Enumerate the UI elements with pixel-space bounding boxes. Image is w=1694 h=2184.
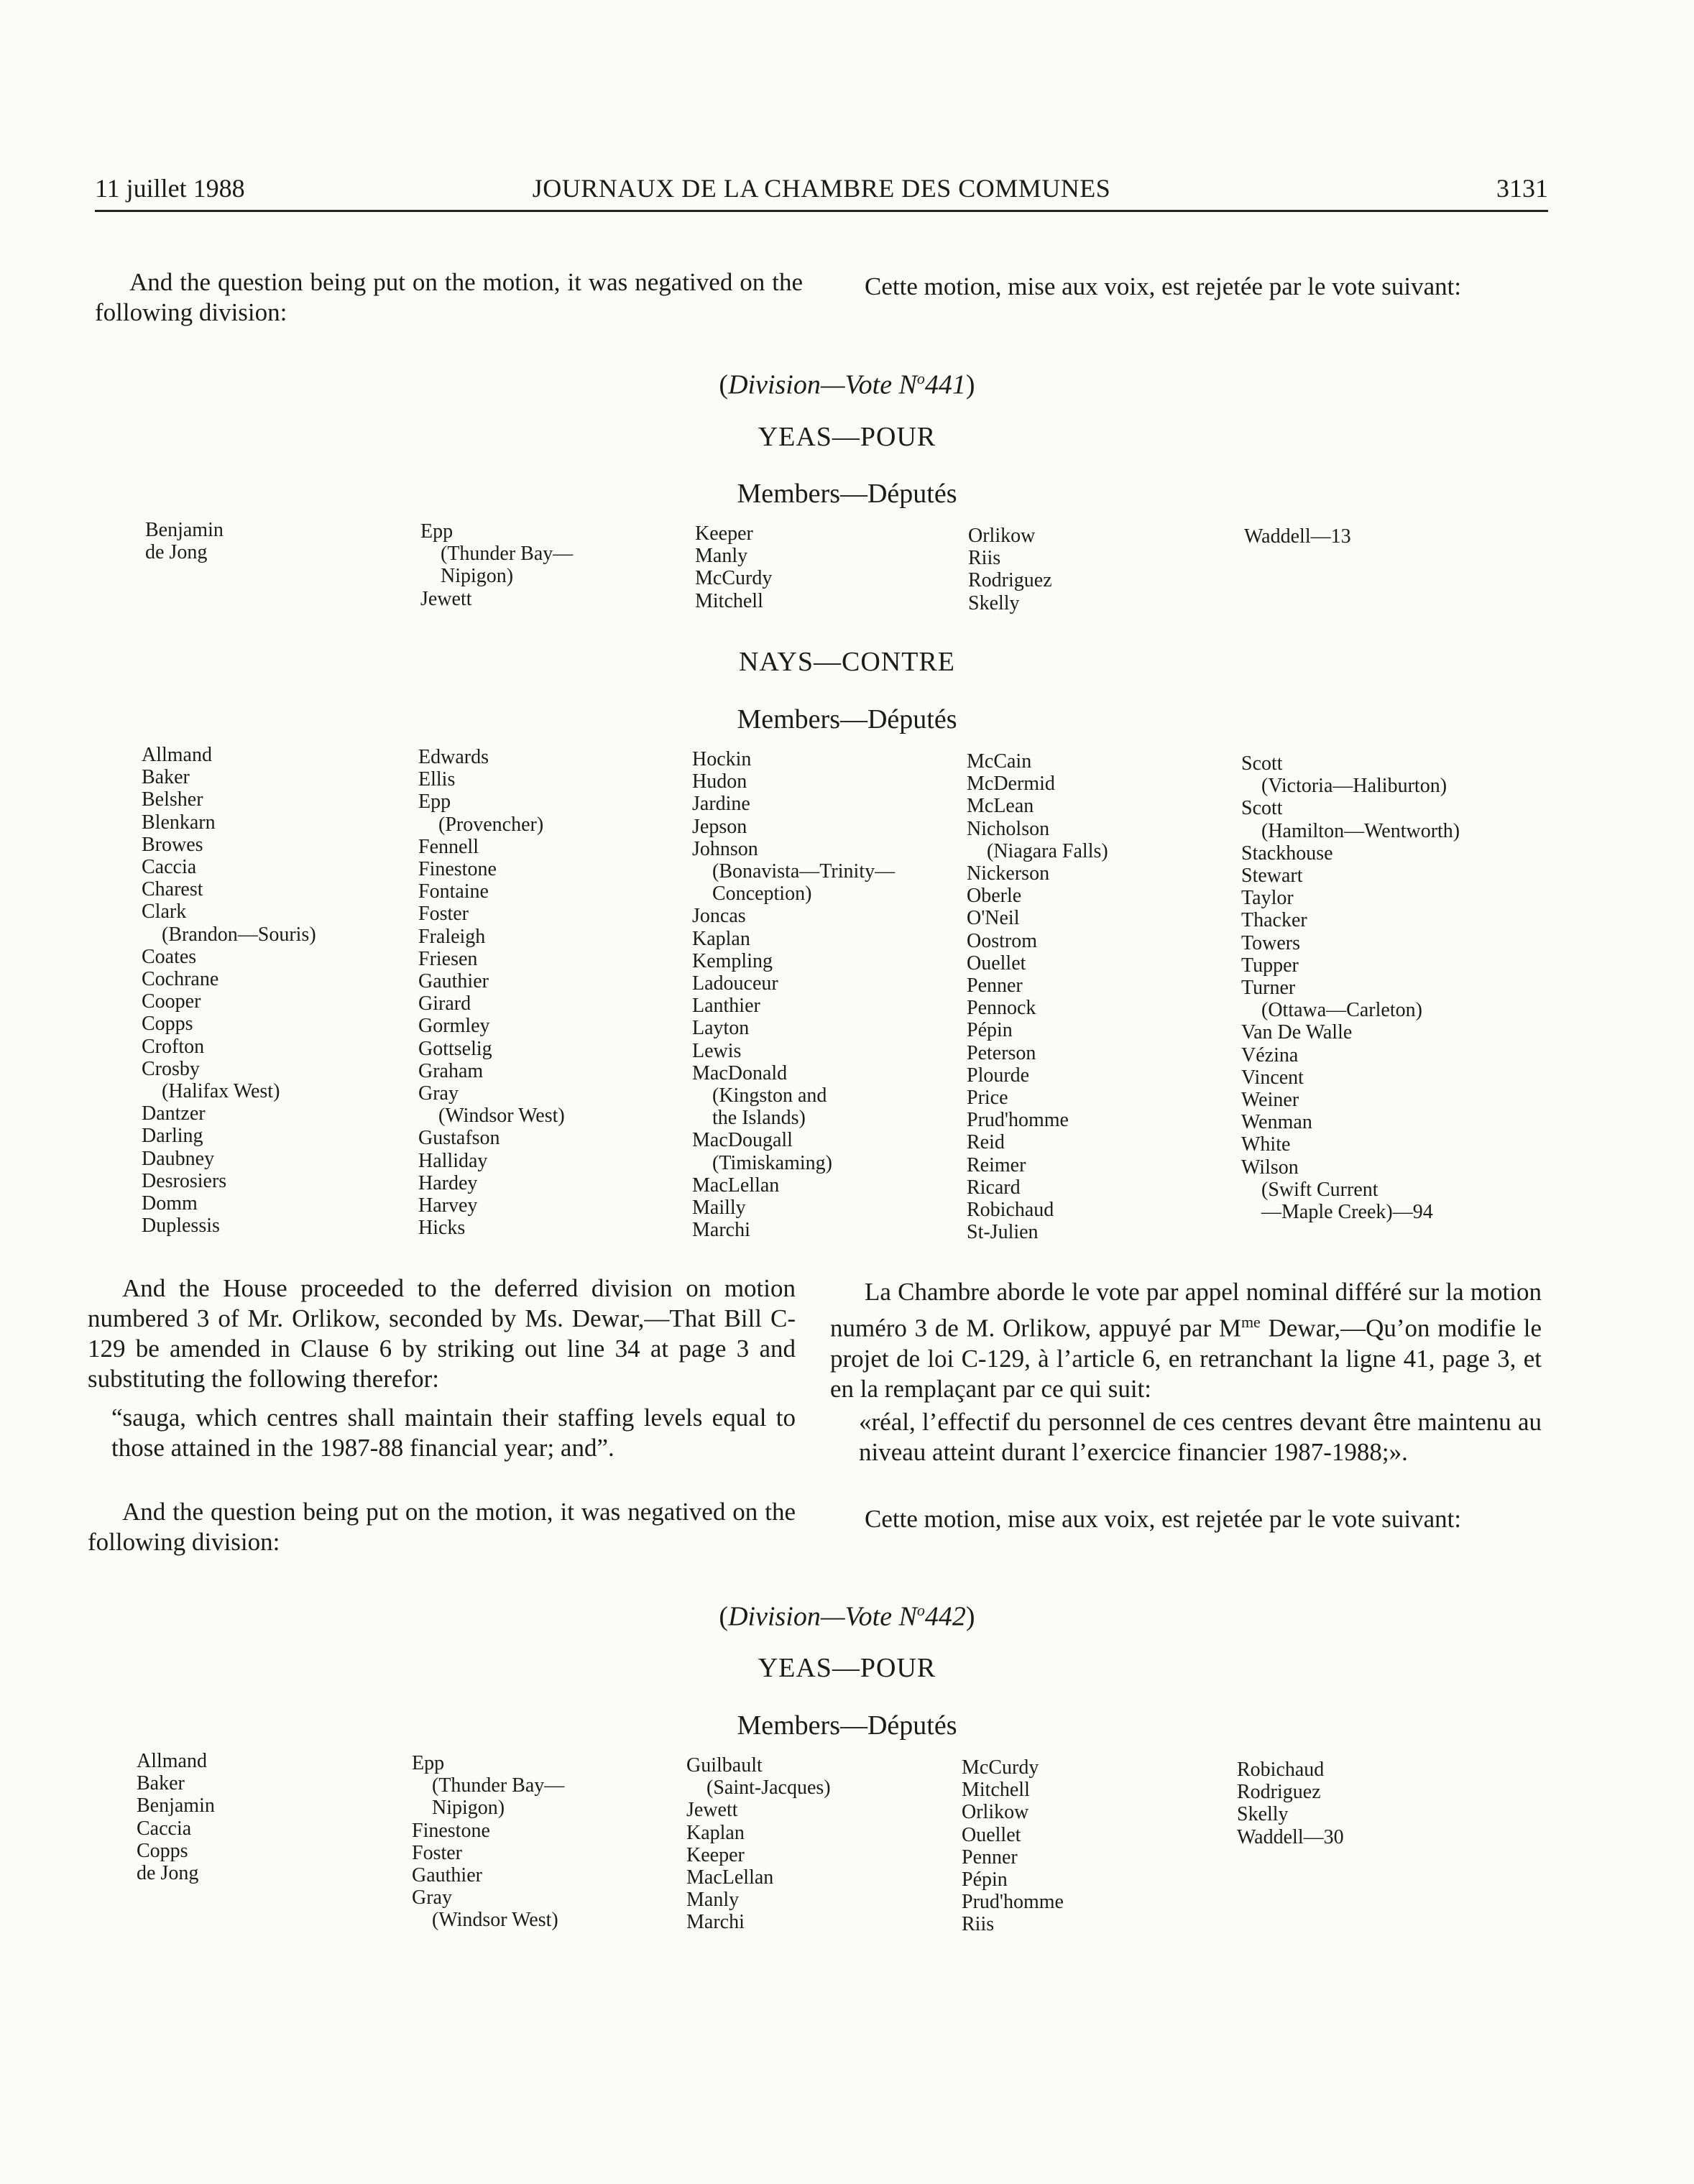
member-name: Riis <box>962 1913 995 1936</box>
member-name: McCain <box>967 750 1032 773</box>
division-441-yeas-column <box>1244 525 1351 548</box>
member-name: Orlikow <box>962 1801 1029 1824</box>
division-title-number: 442 <box>924 1601 966 1632</box>
member-name: Browes <box>142 833 203 856</box>
member-name: Daubney <box>142 1147 215 1170</box>
member-name: Guilbault <box>686 1754 763 1777</box>
member-name: Reimer <box>967 1153 1026 1176</box>
member-riding: —Maple Creek)—94 <box>1261 1201 1433 1224</box>
member-name: Ladouceur <box>692 972 778 995</box>
member-name: Wenman <box>1241 1111 1312 1134</box>
member-riding: Nipigon) <box>432 1797 505 1820</box>
member-name: Copps <box>142 1013 193 1036</box>
block2-french-superscript: me <box>1240 1313 1261 1331</box>
member-name: Gauthier <box>412 1864 482 1887</box>
member-name: Vincent <box>1241 1066 1304 1089</box>
member-name: Blenkarn <box>142 811 216 834</box>
block2-english-quote: “sauga, which centres shall maintain their staffing levels equal to those attained in the 1987-88 financial year; and”. <box>111 1404 796 1462</box>
member-name: Halliday <box>418 1149 488 1172</box>
member-name: Scott <box>1241 752 1283 775</box>
member-name: Gottselig <box>418 1037 492 1060</box>
member-name: Foster <box>412 1841 462 1864</box>
division-title-prefix: Division—Vote N <box>728 369 917 400</box>
member-name: Jepson <box>692 815 747 838</box>
member-name: de Jong <box>137 1862 199 1885</box>
member-name: Prud'homme <box>967 1109 1069 1132</box>
member-name: Towers <box>1241 931 1301 954</box>
member-riding: the Islands) <box>712 1107 806 1130</box>
member-name: Allmand <box>137 1750 207 1772</box>
division-441-nays-column <box>418 746 565 1239</box>
member-name: Turner <box>1241 977 1296 1000</box>
division-441-nays-column <box>692 748 895 1241</box>
member-name: Marchi <box>686 1911 745 1934</box>
member-name: Jewett <box>420 587 472 610</box>
member-name: Prud'homme <box>962 1891 1064 1914</box>
member-name: Jewett <box>686 1799 738 1822</box>
member-name: Gauthier <box>418 970 489 993</box>
member-name: Fraleigh <box>418 925 486 948</box>
member-name: Epp <box>418 791 451 814</box>
member-name: de Jong <box>145 541 208 564</box>
member-name: Duplessis <box>142 1215 220 1238</box>
division-title-number: 441 <box>924 369 966 400</box>
member-name: Oostrom <box>967 929 1037 952</box>
header-page-number: 3131 <box>1496 174 1548 203</box>
member-riding: (Bonavista—Trinity— <box>712 860 896 883</box>
member-name: Wilson <box>1241 1156 1299 1179</box>
member-riding: (Timiskaming) <box>712 1151 832 1174</box>
member-name: Weiner <box>1241 1089 1299 1112</box>
division-441-yeas-members-heading: Members—Députés <box>737 479 957 509</box>
member-name: Hicks <box>418 1217 466 1240</box>
member-riding: (Brandon—Souris) <box>162 923 316 946</box>
division-441-title: (Division—Vote $N^o441$) <box>719 369 975 400</box>
member-riding: (Victoria—Haliburton) <box>1261 775 1447 798</box>
member-name: Desrosiers <box>142 1169 227 1192</box>
division-title-sup: o <box>916 1601 925 1619</box>
member-name: Kaplan <box>686 1821 745 1844</box>
member-name: Clark <box>142 900 187 923</box>
member-name: Domm <box>142 1192 198 1215</box>
member-name: Johnson <box>692 837 758 860</box>
member-name: Stewart <box>1241 865 1303 888</box>
block2-french-paragraph <box>830 1277 1542 1404</box>
member-name: Nickerson <box>967 862 1050 885</box>
member-name: Reid <box>967 1131 1005 1154</box>
member-name: Gustafson <box>418 1127 500 1150</box>
member-riding: (Kingston and <box>712 1084 827 1107</box>
member-name: Kaplan <box>692 927 750 950</box>
member-name: McCurdy <box>695 567 773 590</box>
division-441-nays-column <box>967 750 1108 1243</box>
member-riding: (Hamilton—Wentworth) <box>1261 819 1460 842</box>
header-journal-title: JOURNAUX DE LA CHAMBRE DES COMMUNES <box>532 174 1111 203</box>
member-name: Penner <box>967 974 1023 997</box>
member-name: Rodriguez <box>1237 1781 1321 1804</box>
member-riding: (Provencher) <box>438 813 544 836</box>
member-name: Belsher <box>142 788 203 811</box>
block2-english-paragraph: And the House proceeded to the deferred division on motion numbered 3 of Mr. Orlikow, seconded by Ms. Dewar,—That Bill C-129 be amended in Clause 6 by striking out line 34 at page 3 and substituting the following therefor: <box>88 1274 796 1393</box>
member-name: Hardey <box>418 1171 478 1194</box>
division-441-nays-column <box>142 744 316 1237</box>
member-name: Keeper <box>686 1843 745 1866</box>
member-name: Mailly <box>692 1197 746 1220</box>
division-442-yeas-column <box>1237 1759 1344 1848</box>
member-name: White <box>1241 1133 1291 1156</box>
division-441-nays-members-heading: Members—Députés <box>737 704 957 734</box>
member-riding: (Windsor West) <box>438 1105 565 1128</box>
member-name: Caccia <box>137 1817 192 1840</box>
member-riding: (Halifax West) <box>162 1080 280 1103</box>
member-name: MacLellan <box>692 1174 780 1197</box>
member-name: Marchi <box>692 1219 750 1242</box>
member-name: Dantzer <box>142 1102 206 1125</box>
member-name: Crosby <box>142 1057 200 1080</box>
division-441-yeas-heading: YEAS—POUR <box>758 422 936 452</box>
division-442-yeas-column <box>686 1754 831 1934</box>
division-442-yeas-members-heading: Members—Députés <box>737 1710 957 1741</box>
block2-english-vote-paragraph: And the question being put on the motion, it was negatived on the following division: <box>88 1498 796 1556</box>
member-name: Finestone <box>418 858 497 881</box>
member-name: Copps <box>137 1839 188 1862</box>
member-riding: (Windsor West) <box>432 1909 558 1932</box>
division-442-yeas-heading: YEAS—POUR <box>758 1653 936 1683</box>
member-name: Caccia <box>142 856 197 879</box>
member-name: Robichaud <box>1237 1759 1325 1781</box>
member-riding: Nipigon) <box>441 565 514 588</box>
division-441-yeas-column <box>695 522 772 612</box>
member-riding: (Ottawa—Carleton) <box>1261 999 1422 1022</box>
block2-french-text-part2: Dewar,—Qu’on modifie le projet de loi C-129, à l’article 6, en retranchant la ligne 41, page 3, et en la remplaçant par ce qui suit: <box>830 1314 1542 1403</box>
division-title-prefix: Division—Vote N <box>728 1601 917 1632</box>
member-name: Graham <box>418 1059 484 1082</box>
member-name: Keeper <box>695 522 753 545</box>
member-name: Manly <box>695 545 748 568</box>
member-riding: (Saint-Jacques) <box>706 1777 831 1800</box>
member-name: Girard <box>418 992 471 1015</box>
block2-french-vote-paragraph: Cette motion, mise aux voix, est rejetée par le vote suivant: <box>865 1505 1462 1533</box>
member-name: Epp <box>420 520 454 543</box>
member-riding: (Thunder Bay— <box>441 543 574 566</box>
member-name: Coates <box>142 945 197 968</box>
member-name: Tupper <box>1241 954 1299 977</box>
member-name: Mitchell <box>695 589 763 612</box>
member-name: Ricard <box>967 1176 1021 1199</box>
member-name: Waddell—30 <box>1237 1825 1344 1848</box>
member-name: Fennell <box>418 835 479 858</box>
member-name: Harvey <box>418 1194 478 1217</box>
member-name: Baker <box>137 1772 185 1795</box>
member-name: Hockin <box>692 748 752 770</box>
member-name: Layton <box>692 1017 750 1040</box>
member-name: Robichaud <box>967 1199 1054 1222</box>
member-name: Oberle <box>967 885 1022 908</box>
member-name: Thacker <box>1241 909 1307 932</box>
member-name: Cooper <box>142 990 201 1013</box>
member-name: MacDonald <box>692 1061 788 1084</box>
member-name: Gray <box>418 1082 459 1105</box>
member-name: Cochrane <box>142 968 219 991</box>
member-name: Price <box>967 1087 1008 1110</box>
member-name: Gormley <box>418 1015 490 1038</box>
block1-french-paragraph: Cette motion, mise aux voix, est rejetée par le vote suivant: <box>865 272 1462 300</box>
member-name: Charest <box>142 878 203 901</box>
division-442-title: (Division—Vote $N^o442$) <box>719 1601 975 1632</box>
member-name: Skelly <box>968 591 1020 614</box>
member-name: Lanthier <box>692 995 760 1018</box>
page-header <box>95 167 1548 212</box>
header-date: 11 juillet 1988 <box>95 174 245 203</box>
member-name: O'Neil <box>967 907 1020 930</box>
member-name: Ouellet <box>967 952 1026 974</box>
division-442-yeas-column <box>962 1756 1064 1936</box>
member-name: McLean <box>967 795 1034 818</box>
member-name: Jardine <box>692 793 750 816</box>
member-name: Crofton <box>142 1035 205 1058</box>
block1-english-paragraph: And the question being put on the motion, it was negatived on the following division: <box>95 268 803 326</box>
member-name: Van De Walle <box>1241 1021 1353 1044</box>
member-name: Vézina <box>1241 1043 1299 1066</box>
member-name: Plourde <box>967 1064 1030 1087</box>
member-name: Ellis <box>418 768 456 791</box>
member-name: Pépin <box>967 1019 1013 1042</box>
member-name: Gray <box>412 1886 452 1909</box>
member-name: Fontaine <box>418 880 489 903</box>
division-441-nays-column <box>1241 752 1460 1223</box>
division-441-yeas-column <box>145 519 224 563</box>
member-name: Lewis <box>692 1039 742 1062</box>
member-name: Kempling <box>692 949 773 972</box>
member-name: McCurdy <box>962 1756 1039 1779</box>
member-name: St-Julien <box>967 1221 1039 1244</box>
member-name: Skelly <box>1237 1803 1289 1826</box>
member-name: Manly <box>686 1889 740 1912</box>
member-name: Hudon <box>692 770 747 793</box>
member-name: Benjamin <box>145 519 224 541</box>
member-name: Pépin <box>962 1869 1008 1892</box>
member-name: Pennock <box>967 997 1036 1020</box>
member-name: Penner <box>962 1846 1018 1869</box>
division-441-yeas-column <box>420 520 573 610</box>
member-name: Mitchell <box>962 1779 1030 1802</box>
member-name: McDermid <box>967 773 1055 796</box>
member-name: Friesen <box>418 947 478 970</box>
member-name: Finestone <box>412 1819 490 1842</box>
division-441-nays-heading: NAYS—CONTRE <box>739 647 955 677</box>
member-name: Benjamin <box>137 1794 215 1817</box>
member-name: Peterson <box>967 1041 1036 1064</box>
member-name: Scott <box>1241 797 1283 820</box>
member-name: Edwards <box>418 746 489 768</box>
member-name: Allmand <box>142 744 212 766</box>
member-name: Foster <box>418 903 469 926</box>
division-442-yeas-column <box>137 1750 215 1884</box>
member-name: Nicholson <box>967 817 1050 840</box>
member-name: Stackhouse <box>1241 842 1333 865</box>
member-riding: (Thunder Bay— <box>432 1774 565 1797</box>
division-441-yeas-column <box>968 525 1052 614</box>
block2-french-quote: «réal, l’effectif du personnel de ces centres devant être maintenu au niveau atteint durant l’exercice financier 1987-1988;». <box>859 1408 1542 1466</box>
member-name: Waddell—13 <box>1244 525 1351 548</box>
member-name: Orlikow <box>968 525 1036 547</box>
member-name: Baker <box>142 766 190 789</box>
block2-french-text-part1: La Chambre aborde le vote par appel nominal différé sur la motion numéro 3 de M. Orlikow, appuyé par M <box>830 1278 1542 1342</box>
member-name: MacDougall <box>692 1129 793 1152</box>
member-riding: (Niagara Falls) <box>987 839 1108 862</box>
member-name: Ouellet <box>962 1823 1021 1846</box>
member-name: MacLellan <box>686 1866 774 1889</box>
division-title-sup: o <box>916 369 925 387</box>
member-name: Taylor <box>1241 887 1294 910</box>
member-name: Epp <box>412 1752 445 1774</box>
member-name: Joncas <box>692 905 746 928</box>
member-name: Riis <box>968 547 1001 570</box>
member-name: Rodriguez <box>968 569 1052 592</box>
member-name: Darling <box>142 1125 203 1148</box>
division-442-yeas-column <box>412 1752 564 1932</box>
member-riding: (Swift Current <box>1261 1178 1378 1201</box>
member-riding: Conception) <box>712 883 812 906</box>
